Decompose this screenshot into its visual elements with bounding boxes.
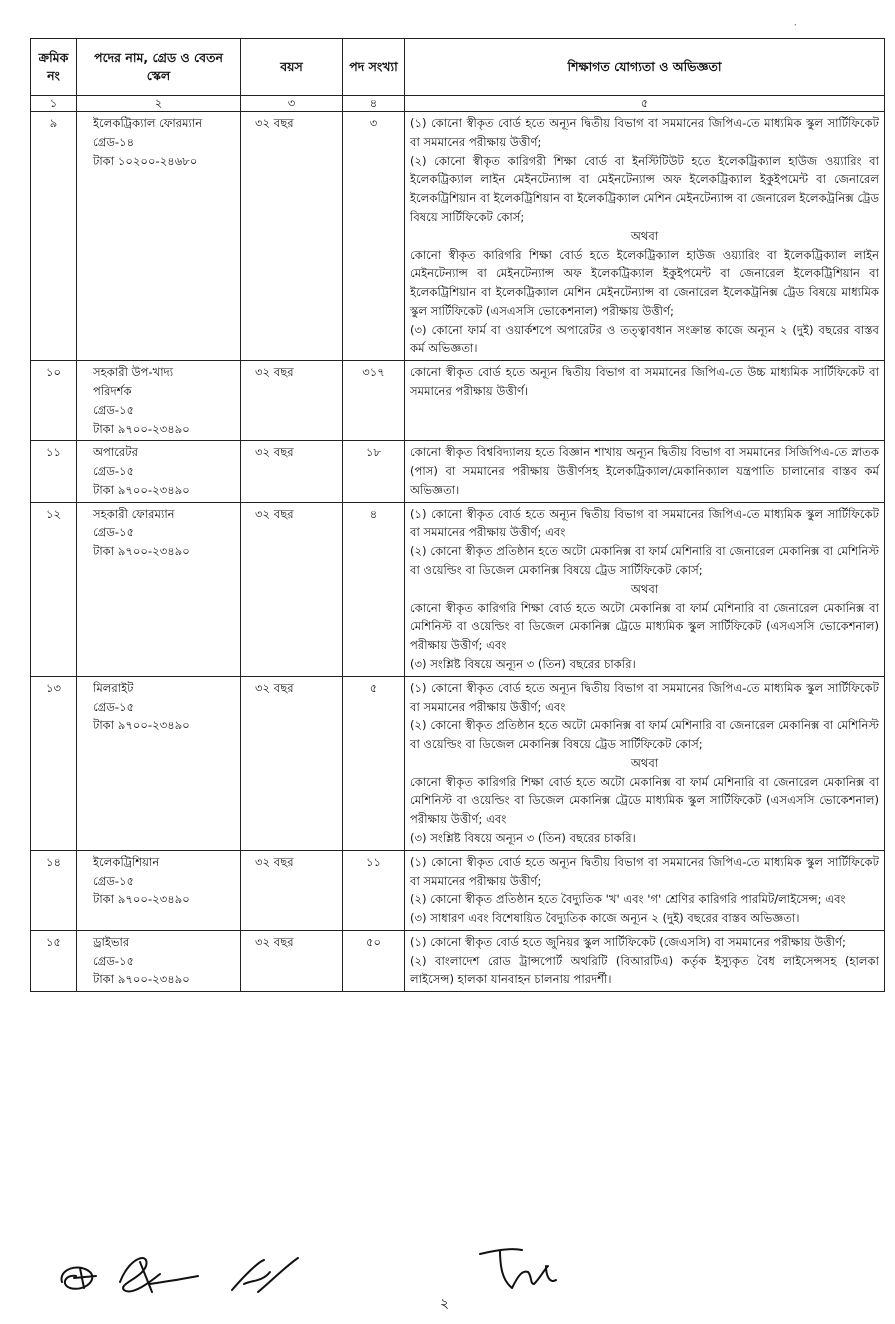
header-qualification: শিক্ষাগত যোগ্যতা ও অভিজ্ঞতা [405,39,885,96]
post-cell [77,112,241,361]
post-detail: টাকা ৯৭০০-২৩৪৯০ [93,892,190,907]
table-row [31,850,885,930]
qualification-table [30,38,885,992]
serial-cell: ১৪ [31,850,77,930]
quantity-cell: ১৮ [343,441,405,502]
qualification-item: (১) কোনো স্বীকৃত বোর্ড হতে অন্যূন দ্বিতীয় বিভাগ বা সমমানের জিপিএ-তে মাধ্যমিক স্কুল সার্টিফিকেট বা সমমানের পরীক্ষায় উত্তীর্ণ; [410,116,879,149]
or-separator: অথবা [630,581,659,596]
qualification-item: কোনো স্বীকৃত কারিগরি শিক্ষা বোর্ড হতে অটো মেকানিক্স বা ফার্ম মেশিনারি বা জেনারেল মেকানিক্স বা মেশিনিস্ট বা ওয়েল্ডিং বা ডিজেল মেকানিক্স ট্রেডে মাধ্যমিক স্কুল সার্টিফিকেট (এসএসসি ভোকেশনাল) পরীক্ষায় উত্তীর্ণ; এবং [410,600,879,653]
header-age: বয়স [241,39,343,96]
qualification-item: (১) কোনো স্বীকৃত বোর্ড হতে অন্যূন দ্বিতীয় বিভাগ বা সমমানের জিপিএ-তে মাধ্যমিক স্কুল সার্টিফিকেট বা সমমানের পরীক্ষায় উত্তীর্ণ; [410,854,879,888]
qualification-cell [405,112,885,361]
post-detail: টাকা ৯৭০০-২৩৪৯০ [93,544,190,559]
qualification-item: (৩) সাধারণ এবং বিশেষায়িত বৈদ্যুতিক কাজে অন্যূন ২ (দুই) বছরের বাস্তব অভিজ্ঞতা। [410,911,800,926]
signature-2 [120,1258,198,1292]
qualification-item: (১) কোনো স্বীকৃত বোর্ড হতে অন্যূন দ্বিতীয় বিভাগ বা সমমানের জিপিএ-তে মাধ্যমিক স্কুল সার্টিফিকেট বা সমমানের পরীক্ষায় উত্তীর্ণ; এবং [410,680,879,714]
post-detail: টাকা ৯৭০০-২৩৪৯০ [93,972,190,987]
column-number: ৩ [241,96,343,112]
age-cell: ৩২ বছর [241,441,343,502]
post-title: ইলেকট্রিক্যাল ফোরম্যান [93,116,203,131]
serial-cell: ১১ [31,441,77,502]
post-title: মিলরাইট [93,680,134,695]
qualification-item: (৩) কোনো ফার্ম বা ওয়ার্কশপে অপারেটর ও তত্ত্বাবধান সংক্রান্ত কাজে অন্যূন ২ (দুই) বছরের বাস্তব কর্ম অভিজ্ঞতা। [410,322,879,356]
post-detail: টাকা ৯৭০০-২৩৪৯০ [93,421,190,436]
post-detail: গ্রেড-১৫ [93,402,135,417]
qualification-cell [405,930,885,991]
serial-cell: ১২ [31,502,77,676]
quantity-cell: ৪ [343,502,405,676]
table-row [31,676,885,850]
qualification-item: কোনো স্বীকৃত কারিগরি শিক্ষা বোর্ড হতে অটো মেকানিক্স বা ফার্ম মেশিনারি বা জেনারেল মেকানিক্স বা মেশিনিস্ট বা ওয়েল্ডিং বা ডিজেল মেকানিক্স ট্রেডে মাধ্যমিক স্কুল সার্টিফিকেট (এসএসসি ভোকেশনাল) পরীক্ষায় উত্তীর্ণ; এবং [410,774,879,827]
serial-cell: ৯ [31,112,77,361]
qualification-item: (২) কোনো স্বীকৃত কারিগরী শিক্ষা বোর্ড বা ইনস্টিটিউট হতে ইলেকট্রিক্যাল হাউজ ওয়্যারিং বা ইলেকট্রিক্যাল লাইন মেইনটেন্যান্স বা মেইনটেন্যান্স অফ ইলেকট্রিক্যাল ইকুইপমেন্ট বা জেনারেল ইলেকট্রিশিয়ান বা ইলেকট্রিশিয়ান বা ইলেকট্রিক্যাল মেশিন মেইনটেন্যান্স বা জেনারেল ইলেকট্রনিক্স ট্রেড বিষয়ে সার্টিফিকেট কোর্স; [410,153,879,224]
table-row [31,441,885,502]
age-cell: ৩২ বছর [241,850,343,930]
post-cell [77,850,241,930]
header-post: পদের নাম, গ্রেড ও বেতন স্কেল [77,39,241,96]
table-row [31,361,885,441]
post-cell [77,361,241,441]
table-row [31,502,885,676]
age-cell: ৩২ বছর [241,361,343,441]
column-number-row [31,96,885,112]
qualification-cell [405,441,885,502]
qualification-cell [405,361,885,441]
quantity-cell: ১১ [343,850,405,930]
corner-mark: ᠂ [792,21,797,32]
post-title: সহকারী ফোরম্যান [93,506,175,521]
post-detail: পরিদর্শক [93,384,132,398]
table-row [31,930,885,991]
or-separator: অথবা [630,755,659,770]
post-detail: গ্রেড-১৫ [93,699,135,714]
qualification-cell [405,850,885,930]
qualification-item: কোনো স্বীকৃত বোর্ড হতে অন্যূন দ্বিতীয় বিভাগ বা সমমানের জিপিএ-তে উচ্চ মাধ্যমিক সার্টিফিকেট বা সমমানের পরীক্ষায় উত্তীর্ণ। [410,365,879,398]
table-body [31,112,885,992]
signature-1 [61,1267,96,1288]
post-cell [77,930,241,991]
post-title: ইলেকট্রিশিয়ান [93,854,160,869]
post-cell [77,676,241,850]
table-header-row [31,39,885,96]
post-detail: গ্রেড-১৫ [93,464,135,479]
page-number: ২ [440,1296,450,1312]
qualification-item: (১) কোনো স্বীকৃত বোর্ড হতে অন্যূন দ্বিতীয় বিভাগ বা সমমানের জিপিএ-তে মাধ্যমিক স্কুল সার্টিফিকেট বা সমমানের পরীক্ষায় উত্তীর্ণ; এবং [410,506,879,540]
table-row [31,112,885,361]
column-number: ১ [31,96,77,112]
signature-area [0,1232,895,1324]
post-detail: গ্রেড-১৫ [93,525,135,540]
age-cell: ৩২ বছর [241,502,343,676]
or-separator: অথবা [630,228,659,243]
recruitment-table-sheet [30,38,884,992]
qualification-item: (২) কোনো স্বীকৃত প্রতিষ্ঠান হতে বৈদ্যুতিক 'খ' এবং 'গ' শ্রেণির কারিগরি পারমিট/লাইসেন্স; এবং [410,892,846,907]
quantity-cell: ৫ [343,676,405,850]
post-detail: টাকা ৯৭০০-২৩৪৯০ [93,718,190,733]
age-cell: ৩২ বছর [241,676,343,850]
post-detail: টাকা ১০২০০-২৪৬৮০ [93,153,198,168]
qualification-cell [405,676,885,850]
post-detail: টাকা ৯৭০০-২৩৪৯০ [93,482,190,497]
qualification-item: (৩) সংশ্লিষ্ট বিষয়ে অন্যূন ৩ (তিন) বছরের চাকরি। [410,830,636,845]
qualification-item: (২) কোনো স্বীকৃত প্রতিষ্ঠান হতে অটো মেকানিক্স বা ফার্ম মেশিনারি বা জেনারেল মেকানিক্স বা মেশিনিস্ট বা ওয়েল্ডিং বা ডিজেল মেকানিক্স বিষয়ে ট্রেড সার্টিফিকেট কোর্স; [410,544,879,578]
serial-cell: ১০ [31,361,77,441]
header-qty: পদ সংখ্যা [343,39,405,96]
column-number: ৪ [343,96,405,112]
post-title: সহকারী উপ-খাদ্য [93,365,174,380]
qualification-item: কোনো স্বীকৃত কারিগরি শিক্ষা বোর্ড হতে ইলেকট্রিক্যাল হাউজ ওয়্যারিং বা ইলেকট্রিক্যাল লাইন মেইনটেন্যান্স বা মেইনটেন্যান্স অফ ইলেকট্রিক্যাল ইকুইপমেন্ট বা জেনারেল ইলেকট্রিশিয়ান বা ইলেকট্রিশিয়ান বা ইলেকট্রিক্যাল মেশিন মেইনটেন্যান্স বা জেনারেল ইলেকট্রনিক্স ট্রেড বিষয়ে মাধ্যমিক স্কুল সার্টিফিকেট (এসএসসি ভোকেশনাল) পরীক্ষায় উত্তীর্ণ; [410,247,879,318]
post-detail: গ্রেড-১৫ [93,953,135,968]
post-title: অপারেটর [93,445,139,460]
age-cell: ৩২ বছর [241,930,343,991]
post-detail: গ্রেড-১৪ [93,134,135,149]
signature-3 [232,1258,298,1292]
qualification-item: (৩) সংশ্লিষ্ট বিষয়ে অন্যূন ৩ (তিন) বছরের চাকরি। [410,656,636,671]
signature-4 [480,1249,556,1288]
post-cell [77,441,241,502]
quantity-cell: ৩১৭ [343,361,405,441]
qualification-item: কোনো স্বীকৃত বিশ্ববিদ্যালয় হতে বিজ্ঞান শাখায় অন্যূন দ্বিতীয় বিভাগ বা সমমানের সিজিপিএ-তে স্নাতক (পাস) বা সমমানের পরীক্ষায় উত্তীর্ণসহ ইলেকট্রিক্যাল/মেকানিক্যাল যন্ত্রপাতি চালানোর বাস্তব কর্ম অভিজ্ঞতা। [410,445,879,497]
column-number: ২ [77,96,241,112]
column-number: ৫ [405,96,885,112]
post-title: ড্রাইভার [93,934,130,949]
serial-cell: ১৩ [31,676,77,850]
quantity-cell: ৫০ [343,930,405,991]
header-serial: ক্রমিক নং [31,39,77,96]
post-cell [77,502,241,676]
age-cell: ৩২ বছর [241,112,343,361]
qualification-item: (১) কোনো স্বীকৃত বোর্ড হতে জুনিয়র স্কুল সার্টিফিকেট (জেএসসি) বা সমমানের পরীক্ষায় উত্তীর্ণ; [410,934,846,949]
post-detail: গ্রেড-১৫ [93,873,135,888]
qualification-item: (২) কোনো স্বীকৃত প্রতিষ্ঠান হতে অটো মেকানিক্স বা ফার্ম মেশিনারি বা জেনারেল মেকানিক্স বা মেশিনিস্ট বা ওয়েল্ডিং বা ডিজেল মেকানিক্স বিষয়ে ট্রেড সার্টিফিকেট কোর্স; [410,718,879,752]
quantity-cell: ৩ [343,112,405,361]
qualification-item: (২) বাংলাদেশ রোড ট্রান্সপোর্ট অথরিটি (বিআরটিএ) কর্তৃক ইস্যুকৃত বৈধ লাইসেন্সসহ (হালকা লাইসেন্স) হালকা যানবাহন চালনায় পারদর্শী। [410,953,879,987]
qualification-cell [405,502,885,676]
serial-cell: ১৫ [31,930,77,991]
